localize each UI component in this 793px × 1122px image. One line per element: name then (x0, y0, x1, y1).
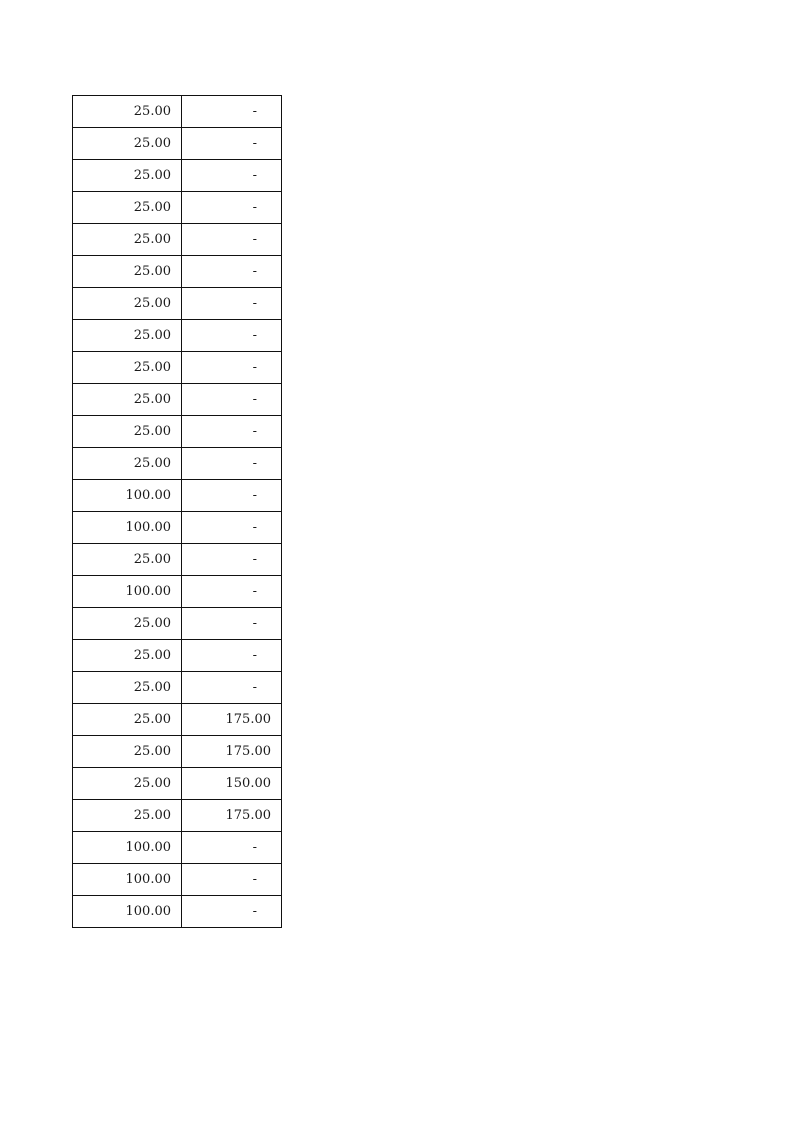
table-row (73, 672, 282, 704)
amount-cell: 25.00 (73, 544, 182, 576)
amount-cell: 25.00 (73, 352, 182, 384)
value-cell: - (182, 160, 282, 192)
amount-cell: 100.00 (73, 576, 182, 608)
value-cell: - (182, 896, 282, 928)
table-row (73, 480, 282, 512)
value-cell: - (182, 480, 282, 512)
value-cell: - (182, 96, 282, 128)
amount-cell: 25.00 (73, 448, 182, 480)
amount-cell: 25.00 (73, 224, 182, 256)
value-cell: 175.00 (182, 736, 282, 768)
amount-cell: 25.00 (73, 160, 182, 192)
table-row (73, 288, 282, 320)
table-row (73, 736, 282, 768)
table-row (73, 320, 282, 352)
table-row (73, 160, 282, 192)
table-row (73, 352, 282, 384)
amount-cell: 100.00 (73, 864, 182, 896)
amount-cell: 100.00 (73, 832, 182, 864)
amount-cell: 25.00 (73, 608, 182, 640)
amount-cell: 25.00 (73, 704, 182, 736)
amount-cell: 25.00 (73, 96, 182, 128)
table-row (73, 224, 282, 256)
value-cell: - (182, 224, 282, 256)
value-cell: 175.00 (182, 704, 282, 736)
table-row (73, 448, 282, 480)
table-row (73, 608, 282, 640)
table-row (73, 384, 282, 416)
value-cell: - (182, 640, 282, 672)
value-cell: - (182, 512, 282, 544)
amount-cell: 25.00 (73, 640, 182, 672)
table-row (73, 800, 282, 832)
table-row (73, 192, 282, 224)
table-row (73, 256, 282, 288)
table-row (73, 512, 282, 544)
value-cell: - (182, 672, 282, 704)
table-row (73, 128, 282, 160)
value-cell: - (182, 608, 282, 640)
amount-cell: 25.00 (73, 384, 182, 416)
value-cell: - (182, 320, 282, 352)
value-cell: - (182, 384, 282, 416)
value-cell: - (182, 448, 282, 480)
table-row (73, 640, 282, 672)
value-cell: - (182, 352, 282, 384)
amount-cell: 25.00 (73, 128, 182, 160)
value-cell: - (182, 576, 282, 608)
table-row (73, 864, 282, 896)
value-cell: - (182, 192, 282, 224)
amount-cell: 25.00 (73, 768, 182, 800)
value-cell: - (182, 544, 282, 576)
value-cell: 150.00 (182, 768, 282, 800)
amount-cell: 100.00 (73, 512, 182, 544)
value-cell: - (182, 832, 282, 864)
amount-cell: 25.00 (73, 288, 182, 320)
value-cell: - (182, 864, 282, 896)
data-table (72, 95, 282, 928)
table-row (73, 896, 282, 928)
amount-cell: 25.00 (73, 736, 182, 768)
value-cell: - (182, 256, 282, 288)
table-body (73, 96, 282, 928)
table-row (73, 768, 282, 800)
table-row (73, 544, 282, 576)
value-cell: 175.00 (182, 800, 282, 832)
table-row (73, 96, 282, 128)
amount-cell: 25.00 (73, 416, 182, 448)
amount-cell: 100.00 (73, 896, 182, 928)
amount-cell: 25.00 (73, 800, 182, 832)
value-cell: - (182, 128, 282, 160)
table-row (73, 704, 282, 736)
amount-cell: 25.00 (73, 192, 182, 224)
amount-cell: 25.00 (73, 256, 182, 288)
table-row (73, 576, 282, 608)
amount-cell: 25.00 (73, 320, 182, 352)
table-row (73, 832, 282, 864)
table-row (73, 416, 282, 448)
value-cell: - (182, 288, 282, 320)
value-cell: - (182, 416, 282, 448)
amount-cell: 25.00 (73, 672, 182, 704)
amount-cell: 100.00 (73, 480, 182, 512)
